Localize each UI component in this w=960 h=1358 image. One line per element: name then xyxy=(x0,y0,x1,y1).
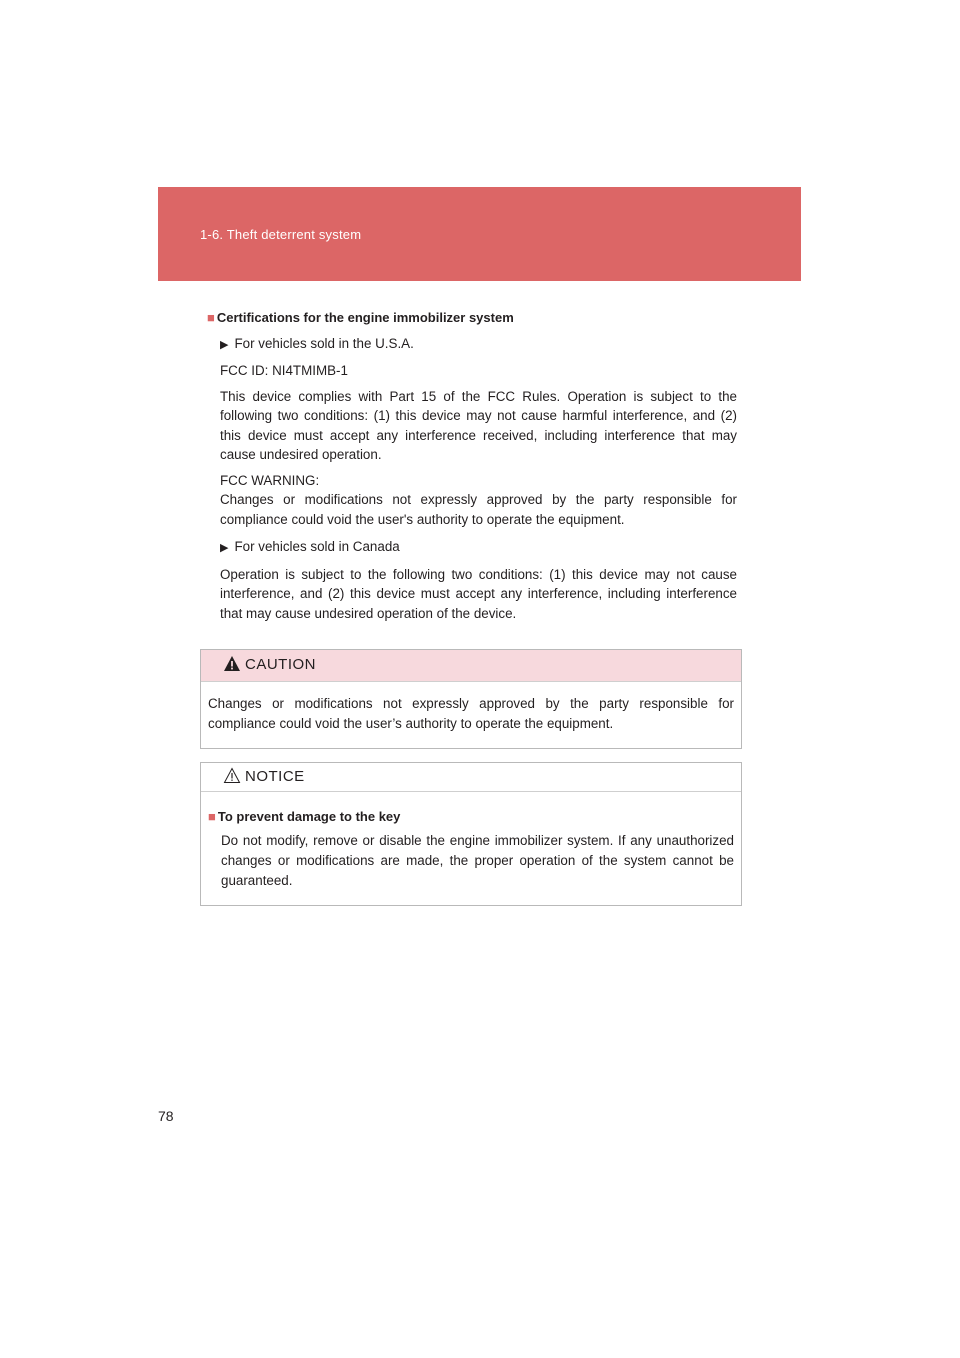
page-number: 78 xyxy=(158,1108,174,1124)
square-bullet-icon: ■ xyxy=(207,310,215,325)
usa-label: For vehicles sold in the U.S.A. xyxy=(234,335,414,351)
usa-text: This device complies with Part 15 of the FCC Rules. Operation is subject to the following two conditions: (1) this device may not cause harmful interference, and (2) this device must accept any interference received, including interference that may cause undesired operation. xyxy=(220,388,737,462)
certifications-title: Certifications for the engine immobilizer system xyxy=(216,310,514,325)
fcc-id: FCC ID: NI4TMIMB-1 xyxy=(220,363,348,378)
caution-text: Changes or modifications not expressly approved by the party responsible for compliance could void the user’s authority to operate the equipment. xyxy=(208,696,734,731)
certifications-section xyxy=(207,308,737,623)
section-title: 1-6. Theft deterrent system xyxy=(200,227,362,242)
caution-label: CAUTION xyxy=(245,656,316,673)
caution-box xyxy=(200,649,742,749)
usa-label-row xyxy=(220,334,737,356)
canada-label: For vehicles sold in Canada xyxy=(234,539,400,554)
warning-triangle-icon xyxy=(223,655,241,672)
canada-text: Operation is subject to the following two conditions: (1) this device may not cause interference, and (2) this device must accept any interference, including interference that may cause undesired operation of the device. xyxy=(220,566,737,621)
canada-label-row xyxy=(220,537,737,559)
notice-header xyxy=(201,763,741,792)
certifications-heading xyxy=(207,308,737,328)
triangle-right-icon: ▶ xyxy=(220,542,229,554)
caution-header xyxy=(201,650,741,682)
triangle-right-icon: ▶ xyxy=(220,338,229,351)
notice-heading xyxy=(208,807,734,827)
notice-title: To prevent damage to the key xyxy=(217,809,401,824)
notice-text: Do not modify, remove or disable the engine immobilizer system. If any unauthorized changes or modifications are made, the proper operation of the system cannot be guaranteed. xyxy=(221,833,734,888)
notice-label: NOTICE xyxy=(245,768,305,785)
square-bullet-icon: ■ xyxy=(208,809,216,824)
header-band xyxy=(158,187,801,281)
notice-box xyxy=(200,762,742,906)
fcc-warning-text: Changes or modifications not expressly approved by the party responsible for compliance could void the user's authority to operate the equipment. xyxy=(220,492,737,527)
warning-triangle-icon xyxy=(223,767,241,784)
fcc-warning-label: FCC WARNING: xyxy=(220,472,320,488)
